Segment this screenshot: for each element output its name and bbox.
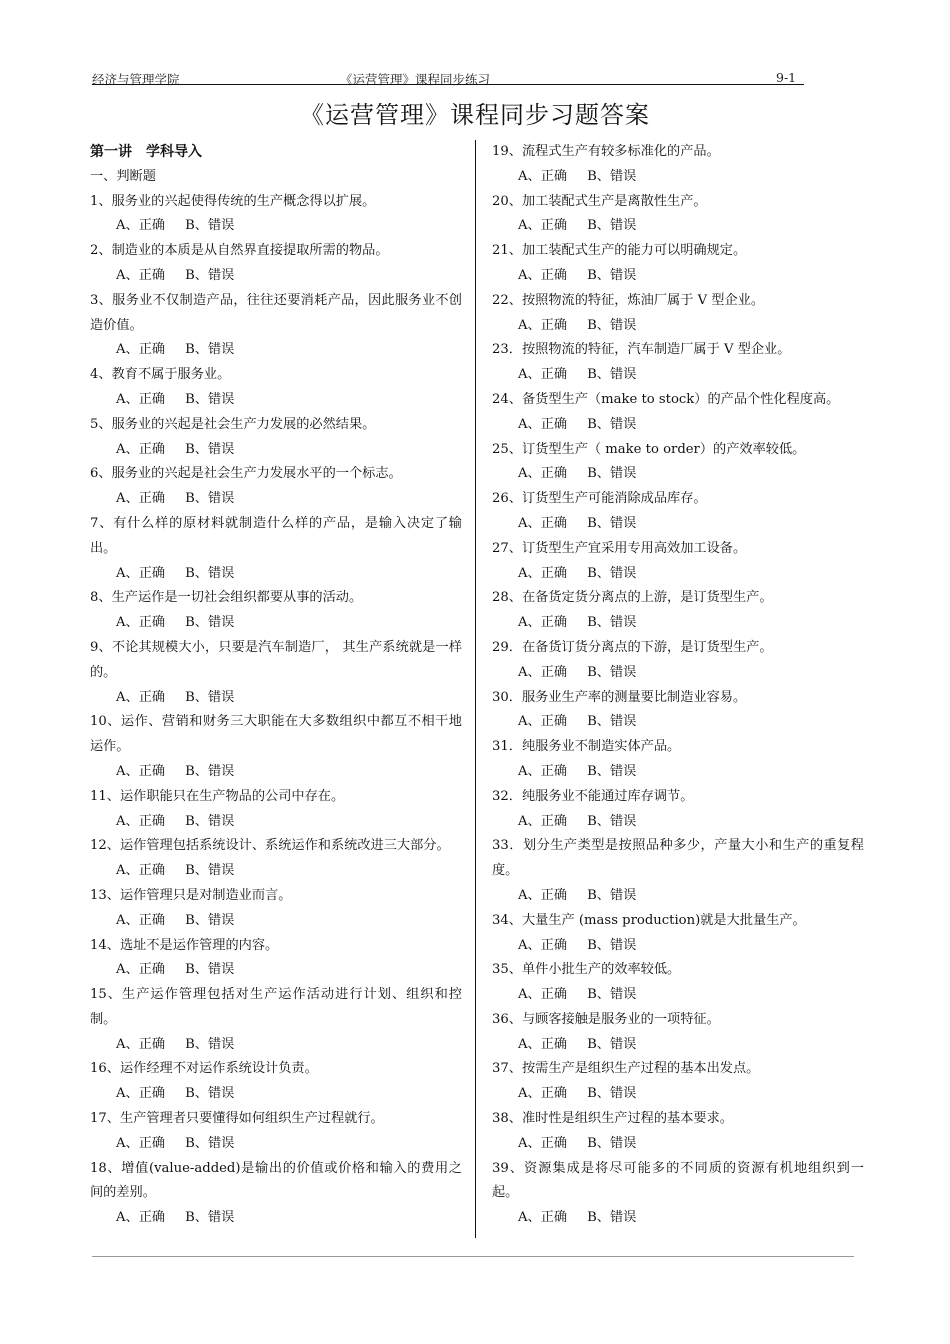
option-a[interactable]: A、正确 <box>518 1135 568 1151</box>
page-title: 《运营管理》课程同步习题答案 <box>300 101 650 129</box>
option-a[interactable]: A、正确 <box>518 1086 568 1102</box>
option-b[interactable]: B、错误 <box>587 267 637 283</box>
question-text: 20、加工装配式生产是离散性生产。 <box>492 193 707 209</box>
header-rule <box>92 84 804 85</box>
option-a[interactable]: A、正确 <box>116 1036 166 1052</box>
header-left: 经济与管理学院 <box>92 72 180 87</box>
option-b[interactable]: B、错误 <box>185 615 235 631</box>
answer-options <box>492 611 864 636</box>
option-b[interactable]: B、错误 <box>185 912 235 928</box>
option-a[interactable]: A、正确 <box>518 168 568 184</box>
option-b[interactable]: B、错误 <box>587 367 637 383</box>
option-a[interactable]: A、正确 <box>518 1036 568 1052</box>
option-b[interactable]: B、错误 <box>587 987 637 1003</box>
answer-options <box>90 686 462 711</box>
option-a[interactable]: A、正确 <box>116 912 166 928</box>
answer-options <box>492 512 864 537</box>
option-b[interactable]: B、错误 <box>587 466 637 482</box>
option-a[interactable]: A、正确 <box>518 565 568 581</box>
answer-options <box>90 562 462 587</box>
option-a[interactable]: A、正确 <box>518 416 568 432</box>
answer-options <box>90 388 462 413</box>
answer-options <box>90 1082 462 1107</box>
answer-options <box>492 760 864 785</box>
answer-options <box>90 958 462 983</box>
option-a[interactable]: A、正确 <box>116 689 166 705</box>
option-a[interactable]: A、正确 <box>116 391 166 407</box>
question-text: 36、与顾客接触是服务业的一项特征。 <box>492 1011 720 1027</box>
option-a[interactable]: A、正确 <box>518 887 568 903</box>
answer-options <box>492 264 864 289</box>
right-column <box>492 140 864 1231</box>
answer-options <box>492 165 864 190</box>
question-text: 2、制造业的本质是从自然界直接提取所需的物品。 <box>90 243 389 259</box>
option-b[interactable]: B、错误 <box>587 1036 637 1052</box>
question-text: 30．服务业生产率的测量要比制造业容易。 <box>492 689 747 705</box>
answer-options <box>492 1132 864 1157</box>
question-text: 24、备货型生产（make to stock）的产品个性化程度高。 <box>492 391 840 407</box>
question-text: 15、生产运作管理包括对生产运作活动进行计划、组织和控制。 <box>90 987 462 1027</box>
header-center: 《运营管理》课程同步练习 <box>340 72 491 87</box>
question-text: 11、运作职能只在生产物品的公司中存在。 <box>90 788 345 804</box>
option-a[interactable]: A、正确 <box>518 615 568 631</box>
option-a[interactable]: A、正确 <box>518 714 568 730</box>
answer-options <box>492 314 864 339</box>
option-a[interactable]: A、正确 <box>518 763 568 779</box>
option-b[interactable]: B、错误 <box>587 714 637 730</box>
question-text: 32．纯服务业不能通过库存调节。 <box>492 788 694 804</box>
option-b[interactable]: B、错误 <box>185 218 235 234</box>
option-b[interactable]: B、错误 <box>185 1210 235 1226</box>
option-b[interactable]: B、错误 <box>587 317 637 333</box>
option-b[interactable]: B、错误 <box>185 962 235 978</box>
option-a[interactable]: A、正确 <box>518 267 568 283</box>
answer-options <box>90 611 462 636</box>
answer-options <box>90 214 462 239</box>
question-text: 23．按照物流的特征，汽车制造厂属于 V 型企业。 <box>492 342 791 358</box>
option-b[interactable]: B、错误 <box>587 813 637 829</box>
answer-options <box>492 363 864 388</box>
option-a[interactable]: A、正确 <box>518 987 568 1003</box>
question-text: 26、订货型生产可能消除成品库存。 <box>492 491 707 507</box>
question-text: 17、生产管理者只要懂得如何组织生产过程就行。 <box>90 1111 384 1127</box>
question-text: 34、大量生产 (mass production)就是大批量生产。 <box>492 912 806 928</box>
question-text: 22、按照物流的特征，炼油厂属于 V 型企业。 <box>492 292 765 308</box>
answer-options <box>492 661 864 686</box>
option-a[interactable]: A、正确 <box>518 317 568 333</box>
option-a[interactable]: A、正确 <box>518 218 568 234</box>
question-text: 10、运作、营销和财务三大职能在大多数组织中都互不相干地运作。 <box>90 714 462 755</box>
question-text: 9、不论其规模大小，只要是汽车制造厂， 其生产系统就是一样的。 <box>90 639 462 680</box>
answer-options <box>90 1132 462 1157</box>
answer-options <box>90 264 462 289</box>
question-text: 16、运作经理不对运作系统设计负责。 <box>90 1061 318 1077</box>
question-text: 8、生产运作是一切社会组织都要从事的活动。 <box>90 590 363 606</box>
option-b[interactable]: B、错误 <box>185 1086 235 1102</box>
question-text: 37、按需生产是组织生产过程的基本出发点。 <box>492 1061 760 1077</box>
option-b[interactable]: B、错误 <box>587 218 637 234</box>
question-text: 7、有什么样的原材料就制造什么样的产品，是输入决定了输出。 <box>90 515 462 556</box>
answer-options <box>492 1082 864 1107</box>
question-text: 25、订货型生产（ make to order）的产效率较低。 <box>492 441 806 457</box>
option-b[interactable]: B、错误 <box>587 664 637 680</box>
option-b[interactable]: B、错误 <box>185 342 235 358</box>
answer-options <box>492 810 864 835</box>
question-text: 38、准时性是组织生产过程的基本要求。 <box>492 1111 733 1127</box>
option-a[interactable]: A、正确 <box>116 267 166 283</box>
answer-options <box>492 1206 864 1231</box>
option-a[interactable]: A、正确 <box>518 664 568 680</box>
option-a[interactable]: A、正确 <box>116 565 166 581</box>
answer-options <box>492 462 864 487</box>
option-b[interactable]: B、错误 <box>587 168 637 184</box>
option-b[interactable]: B、错误 <box>587 887 637 903</box>
question-text: 31．纯服务业不制造实体产品。 <box>492 739 681 755</box>
option-b[interactable]: B、错误 <box>185 1036 235 1052</box>
question-text: 35、单件小批生产的效率较低。 <box>492 962 681 978</box>
option-a[interactable]: A、正确 <box>518 1210 568 1226</box>
option-a[interactable]: A、正确 <box>518 367 568 383</box>
footer-rule <box>92 1256 854 1257</box>
question-text: 6、服务业的兴起是社会生产力发展水平的一个标志。 <box>90 466 402 482</box>
column-divider <box>475 140 476 1238</box>
question-text: 13、运作管理只是对制造业而言。 <box>90 887 292 903</box>
left-column <box>90 140 462 1231</box>
question-text: 18、增值(value-added)是输出的价值或价格和输入的费用之间的差别。 <box>90 1160 462 1201</box>
question-text: 21、加工装配式生产的能力可以明确规定。 <box>492 243 747 259</box>
answer-options <box>90 1033 462 1058</box>
answer-options <box>90 338 462 363</box>
answer-options <box>492 884 864 909</box>
option-b[interactable]: B、错误 <box>587 1086 637 1102</box>
answer-options <box>90 487 462 512</box>
question-text: 27、订货型生产宜采用专用高效加工设备。 <box>492 540 747 556</box>
question-text: 12、运作管理包括系统设计、系统运作和系统改进三大部分。 <box>90 838 450 854</box>
option-a[interactable]: A、正确 <box>518 813 568 829</box>
answer-options <box>492 983 864 1008</box>
question-text: 33．划分生产类型是按照品种多少，产量大小和生产的重复程度。 <box>492 838 864 879</box>
answer-options <box>492 214 864 239</box>
option-b[interactable]: B、错误 <box>185 391 235 407</box>
option-b[interactable]: B、错误 <box>185 689 235 705</box>
option-b[interactable]: B、错误 <box>185 565 235 581</box>
subsection-heading: 一、判断题 <box>90 168 156 184</box>
option-b[interactable]: B、错误 <box>587 615 637 631</box>
question-text: 19、流程式生产有较多标准化的产品。 <box>492 144 720 159</box>
option-a[interactable]: A、正确 <box>116 962 166 978</box>
question-text: 28、在备货定货分离点的上游，是订货型生产。 <box>492 590 773 606</box>
option-a[interactable]: A、正确 <box>116 491 166 507</box>
option-a[interactable]: A、正确 <box>116 763 166 779</box>
option-a[interactable]: A、正确 <box>116 813 166 829</box>
answer-options <box>492 562 864 587</box>
answer-options <box>90 438 462 463</box>
answer-options <box>492 413 864 438</box>
option-a[interactable]: A、正确 <box>518 937 568 953</box>
question-text: 3、服务业不仅制造产品，往往还要消耗产品，因此服务业不创造价值。 <box>90 292 462 333</box>
answer-options <box>90 909 462 934</box>
option-b[interactable]: B、错误 <box>185 491 235 507</box>
question-text: 29．在备货订货分离点的下游，是订货型生产。 <box>492 639 773 655</box>
option-b[interactable]: B、错误 <box>185 863 235 879</box>
option-b[interactable]: B、错误 <box>587 763 637 779</box>
option-a[interactable]: A、正确 <box>116 1135 166 1151</box>
answer-options <box>492 710 864 735</box>
option-a[interactable]: A、正确 <box>116 342 166 358</box>
answer-options <box>90 760 462 785</box>
option-a[interactable]: A、正确 <box>518 466 568 482</box>
answer-options <box>90 1206 462 1231</box>
option-a[interactable]: A、正确 <box>116 863 166 879</box>
option-b[interactable]: B、错误 <box>587 515 637 531</box>
option-b[interactable]: B、错误 <box>185 267 235 283</box>
option-b[interactable]: B、错误 <box>185 1135 235 1151</box>
question-text: 5、服务业的兴起是社会生产力发展的必然结果。 <box>90 416 376 432</box>
option-b[interactable]: B、错误 <box>587 937 637 953</box>
option-a[interactable]: A、正确 <box>116 441 166 457</box>
option-a[interactable]: A、正确 <box>116 218 166 234</box>
question-text: 1、服务业的兴起使得传统的生产概念得以扩展。 <box>90 193 376 209</box>
header-right: 9-1 <box>776 70 797 85</box>
option-b[interactable]: B、错误 <box>185 763 235 779</box>
option-a[interactable]: A、正确 <box>518 515 568 531</box>
option-b[interactable]: B、错误 <box>185 813 235 829</box>
option-b[interactable]: B、错误 <box>587 1210 637 1226</box>
answer-options <box>90 810 462 835</box>
question-text: 4、教育不属于服务业。 <box>90 367 231 383</box>
answer-options <box>492 934 864 959</box>
option-a[interactable]: A、正确 <box>116 615 166 631</box>
answer-options <box>492 1033 864 1058</box>
option-b[interactable]: B、错误 <box>185 441 235 457</box>
option-a[interactable]: A、正确 <box>116 1086 166 1102</box>
section-heading: 第一讲 学科导入 <box>90 144 202 160</box>
option-b[interactable]: B、错误 <box>587 565 637 581</box>
option-b[interactable]: B、错误 <box>587 1135 637 1151</box>
question-text: 39、资源集成是将尽可能多的不同质的资源有机地组织到一起。 <box>492 1160 864 1201</box>
question-text: 14、选址不是运作管理的内容。 <box>90 937 279 953</box>
option-b[interactable]: B、错误 <box>587 416 637 432</box>
answer-options <box>90 859 462 884</box>
option-a[interactable]: A、正确 <box>116 1210 166 1226</box>
